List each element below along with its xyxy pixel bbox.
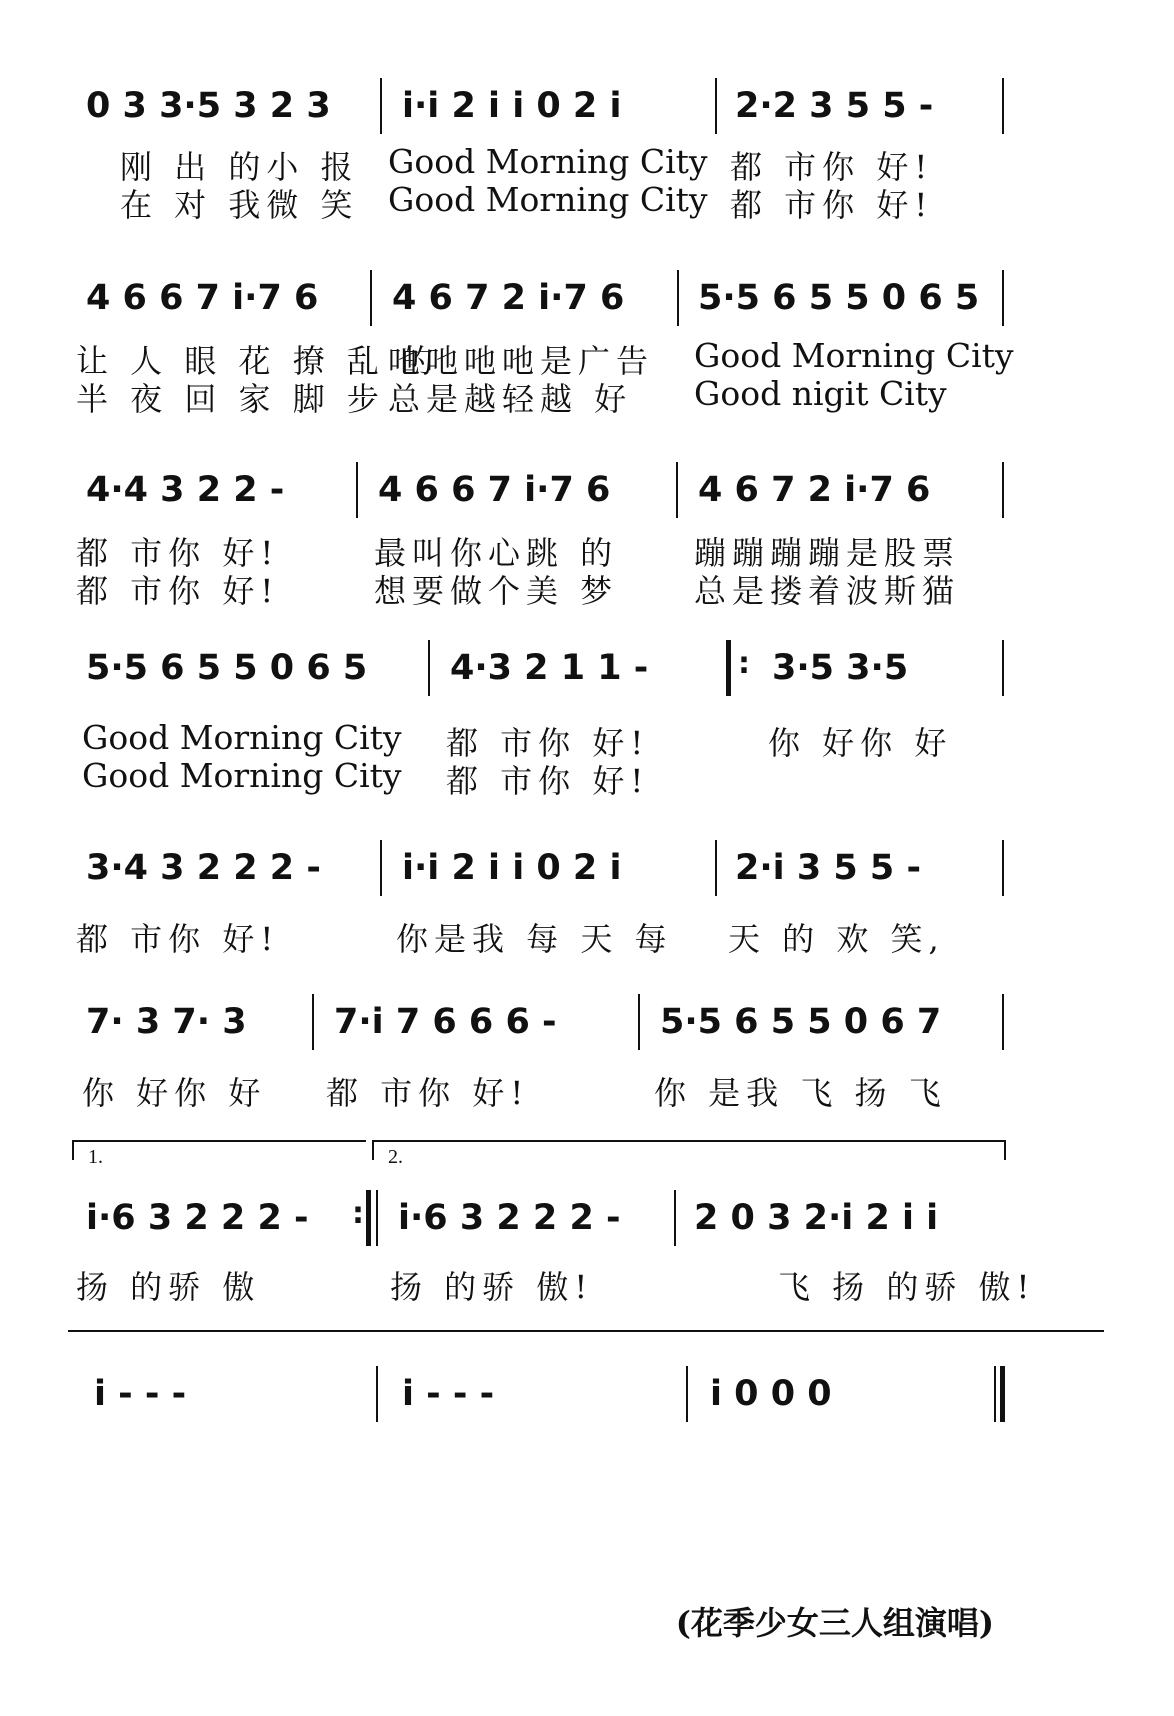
lyric: 你是我 每 天 每 — [396, 920, 673, 958]
volta-second-ending — [372, 1140, 1006, 1168]
lyric: 让 人 眼 花 撩 乱 的 — [76, 342, 440, 380]
measure: 4 6 7 2 i·7 6 — [392, 278, 625, 318]
measure: 5·5 6 5 5 0 6 7 — [660, 1002, 942, 1042]
lyric: 都 市你 好! — [446, 762, 650, 800]
lyric: 总是搂着波斯猫 — [694, 572, 961, 610]
measure: 7· 3 7· 3 — [86, 1002, 247, 1042]
volta-first-ending — [72, 1140, 366, 1168]
performer-credit: (花季少女三人组演唱) — [675, 1604, 994, 1642]
lyric: 想要做个美 梦 — [374, 572, 619, 610]
lyric: Good Morning City — [82, 718, 402, 757]
lyric: 扬 的骄 傲! — [390, 1268, 594, 1306]
barline — [1002, 462, 1004, 518]
lyric: 半 夜 回 家 脚 步 — [76, 380, 385, 418]
measure: 4 6 7 2 i·7 6 — [698, 470, 931, 510]
barline — [1002, 78, 1004, 134]
lyric: Good nigit City — [694, 374, 947, 413]
lyric: 你 好你 好 — [82, 1074, 267, 1112]
lyric: 扬 的骄 傲 — [76, 1268, 261, 1306]
barline — [638, 994, 640, 1050]
barline — [677, 270, 679, 326]
final-barline — [1000, 1366, 1005, 1422]
lyric: Good Morning City — [388, 180, 708, 219]
measure: i·6 3 2 2 2 - — [398, 1198, 621, 1238]
measure: i·i 2 i i 0 2 i — [402, 848, 622, 888]
barline — [376, 1190, 378, 1246]
barline — [1002, 640, 1004, 696]
measure: 3·4 3 2 2 2 - — [86, 848, 321, 888]
lyric: 总是越轻越 好 — [388, 380, 633, 418]
measure: 5·5 6 5 5 0 6 5 — [698, 278, 980, 318]
lyric: 都 市你 好! — [730, 186, 934, 224]
barline — [370, 270, 372, 326]
barline — [428, 640, 430, 696]
barline — [356, 462, 358, 518]
barline — [312, 994, 314, 1050]
barline — [1002, 270, 1004, 326]
lyric: 都 市你 好! — [446, 724, 650, 762]
barline — [674, 1190, 676, 1246]
repeat-end-barline — [366, 1190, 371, 1246]
lyric: 都 市你 好! — [326, 1074, 530, 1112]
barline — [715, 78, 717, 134]
lyric: 你 好你 好 — [768, 724, 953, 762]
barline — [715, 840, 717, 896]
lyric: 都 市你 好! — [730, 148, 934, 186]
lyric: 飞 扬 的骄 傲! — [778, 1268, 1036, 1306]
barline — [1002, 840, 1004, 896]
lyric: 都 市你 好! — [76, 920, 280, 958]
lyric: 最叫你心跳 的 — [374, 534, 619, 572]
measure: 4 6 6 7 i·7 6 — [86, 278, 319, 318]
measure: i - - - — [94, 1374, 187, 1414]
measure: 2·2 3 5 5 - — [735, 86, 934, 126]
repeat-dots: : — [352, 1196, 364, 1231]
measure: 2·i 3 5 5 - — [735, 848, 921, 888]
lyric: Good Morning City — [82, 756, 402, 795]
measure: i - - - — [402, 1374, 495, 1414]
lyric: 吔吔吔吔是广告 — [388, 342, 655, 380]
repeat-dots: : — [738, 646, 750, 681]
barline — [376, 1366, 378, 1422]
barline — [1002, 994, 1004, 1050]
measure: 2 0 3 2·i 2 i i — [694, 1198, 939, 1238]
barline — [380, 78, 382, 134]
lyric: 你 是我 飞 扬 飞 — [654, 1074, 947, 1112]
measure: 0 3 3·5 3 2 3 — [86, 86, 331, 126]
tie-bracket-line — [68, 1330, 1104, 1332]
volta-label: 2. — [388, 1146, 403, 1168]
measure: 7·i 7 6 6 6 - — [334, 1002, 557, 1042]
lyric: 在 对 我微 笑 — [120, 186, 359, 224]
barline — [380, 840, 382, 896]
measure: 3·5 3·5 — [772, 648, 909, 688]
lyric: Good Morning City — [388, 142, 708, 181]
measure: i·i 2 i i 0 2 i — [402, 86, 622, 126]
barline — [686, 1366, 688, 1422]
volta-label: 1. — [88, 1146, 103, 1168]
measure: 4 6 6 7 i·7 6 — [378, 470, 611, 510]
measure: 4·3 2 1 1 - — [450, 648, 649, 688]
lyric: 刚 出 的小 报 — [120, 148, 359, 186]
lyric: 天 的 欢 笑, — [728, 920, 945, 958]
measure: 5·5 6 5 5 0 6 5 — [86, 648, 368, 688]
repeat-start-barline — [726, 640, 731, 696]
measure: i 0 0 0 — [710, 1374, 832, 1414]
measure: i·6 3 2 2 2 - — [86, 1198, 309, 1238]
barline — [676, 462, 678, 518]
lyric: Good Morning City — [694, 336, 1014, 375]
lyric: 都 市你 好! — [76, 534, 280, 572]
measure: 4·4 3 2 2 - — [86, 470, 285, 510]
lyric: 都 市你 好! — [76, 572, 280, 610]
barline — [994, 1366, 996, 1422]
lyric: 蹦蹦蹦蹦是股票 — [694, 534, 961, 572]
